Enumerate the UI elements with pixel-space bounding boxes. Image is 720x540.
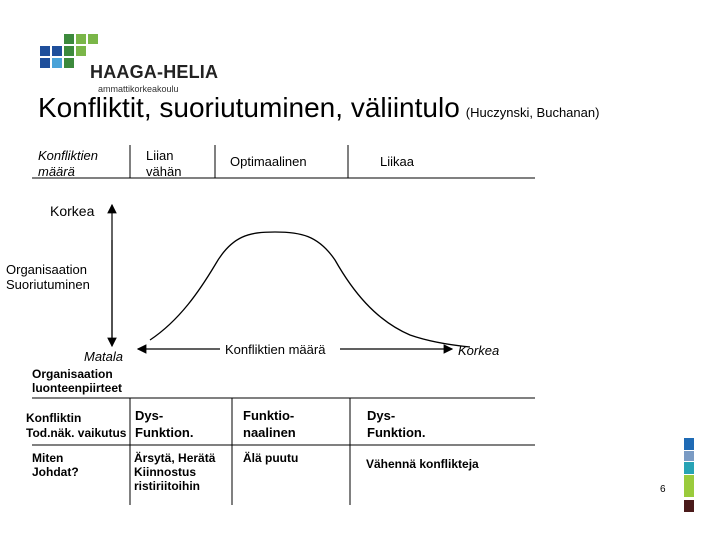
c1-r2: Ärsytä, Herätä Kiinnostus ristiriitoihin (134, 451, 216, 493)
col-opt-label: Optimaalinen (230, 154, 307, 169)
x-high-label: Korkea (458, 343, 500, 358)
side-bar-block-4 (684, 475, 694, 497)
title-source: (Huczynski, Buchanan) (465, 105, 600, 120)
row1-label: Konfliktin Tod.näk. vaikutus (26, 411, 127, 440)
c3-r1: Dys- Funktion. (367, 408, 426, 440)
side-bar-block-3 (684, 462, 694, 474)
logo-name: HAAGA-HELIA (90, 62, 219, 82)
page-number: 6 (660, 484, 666, 495)
side-bar-block-2 (684, 451, 694, 461)
y-label: Organisaation Suoriutuminen (6, 262, 90, 292)
c1-r1: Dys- Funktion. (135, 408, 194, 440)
col-high-label: Liikaa (380, 154, 414, 169)
col-low-label: Liian vähän (146, 148, 182, 179)
side-bar-block-1 (684, 438, 694, 450)
c3-r2: Vähennä konflikteja (366, 457, 479, 471)
section-label: Organisaation luonteenpiirteet (32, 367, 123, 395)
low-label: Matala (84, 349, 124, 364)
title-main: Konfliktit, suoriutuminen, väliintulo (38, 92, 460, 123)
c2-r1: Funktio- naalinen (243, 408, 296, 440)
performance-curve (150, 232, 470, 347)
side-bar-block-5 (684, 500, 694, 512)
row2-label: Miten Johdat? (32, 451, 79, 479)
logo-subtitle: ammattikorkeakoulu (98, 84, 179, 94)
c2-r2: Älä puutu (243, 451, 299, 465)
x-label: Konfliktien määrä (225, 342, 326, 357)
y-axis-name: Konfliktien määrä (38, 148, 98, 179)
high-label: Korkea (50, 203, 95, 219)
